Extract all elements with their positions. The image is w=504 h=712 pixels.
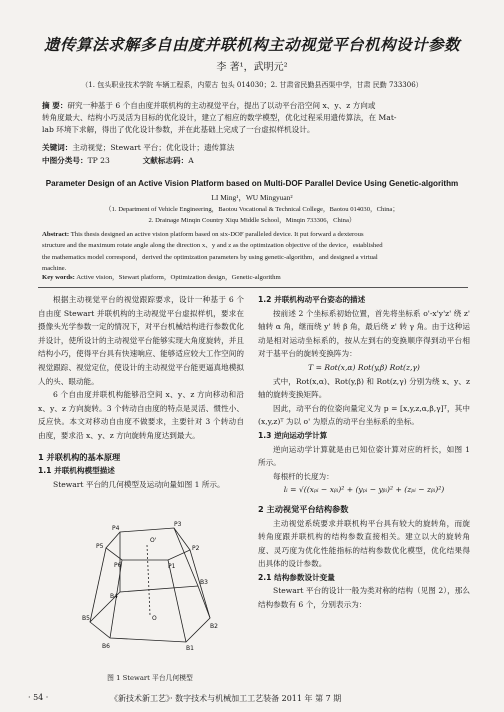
subsection-heading: 1.3 逆向运动学计算 — [258, 430, 328, 440]
label-p6: P6 — [114, 562, 122, 569]
rotation-formula: T = Rot(x,α) Rot(y,β) Rot(z,γ) — [308, 362, 420, 372]
authors: 李 著¹，武明元² — [216, 62, 288, 73]
intro-paragraph: 6 个自由度并联机构能够沿空间 x、y、z 方向移动和沿 x、y、z 方向旋转。3 个转动自由度的特点是灵活、惯性小、反应快。本文对移动自由度不做要求，主要针对 3 个转动自由度，要求沿 x、y、z 方向旋转角度达到最大。 — [38, 390, 244, 440]
affiliations: （1. 包头职业技术学院 车辆工程系，内蒙古 包头 014030；2. 甘肃省民勤县西渠中学，甘肃 民勤 733306） — [81, 81, 423, 89]
abstract-label: 摘 要： — [42, 101, 68, 110]
label-b6: B6 — [102, 643, 110, 650]
label-p4: P4 — [112, 525, 120, 532]
subsection-heading: 1.2 并联机构动平台姿态的描述 — [258, 295, 366, 304]
divider-rule — [38, 287, 468, 288]
abstract-cn: 摘 要：研究一种基于 6 个自由度并联机构的主动视觉平台，提出了以动平台沿空间 x、y、z 方向或 转角度最大、结构小巧灵活为目标的优化设计，建立了相应的数学模型，优化过程采用遗传算法，在 Mat- lab 环境下求解，得出了优化设计参数，并在此基础上完成了一台虚拟样机设计。 — [42, 101, 397, 134]
page-number: · 54 · — [28, 693, 49, 702]
body-paragraph: 式中，Rot(x,α)、Rot(y,β) 和 Rot(z,γ) 分别为绕 x、y、z 轴的旋转变换矩阵。 — [258, 376, 470, 400]
english-abstract: Abstract: This thesis designed an active vision platform based on six-DOF paralleled device. It put forward a dexterous structure and the maximum rotate angle along the direction x、y and z as the optimization objective of the device，established the mathematics model correspond，derived the optimization parameters by using genetic-algorithm，and designed a virtual machine. — [42, 231, 383, 273]
label-b3: B3 — [200, 579, 208, 586]
left-column — [38, 293, 244, 491]
body-paragraph: Stewart 平台的几何模型及运动向量如图 1 所示。 — [53, 479, 225, 489]
classification: 中图分类号：TP 23 文献标志码：A — [42, 156, 194, 165]
label-p5: P5 — [96, 543, 104, 550]
figure-caption: 图 1 Stewart 平台几何模型 — [107, 674, 193, 682]
body-paragraph: 主动视觉系统要求并联机构平台具有较大的旋转角，而旋转角度跟并联机构的结构参数直接相关。建立以大的旋转角度、灵巧度为优化性能指标的结构参数优化模型，优化结果得出具体的设计参数。 — [258, 518, 470, 569]
stewart-platform-figure — [82, 520, 222, 655]
section-heading: 1 并联机构的基本原理 — [38, 451, 121, 462]
keywords-cn: 关键词：主动视觉；Stewart 平台；优化设计；遗传算法 — [42, 143, 235, 152]
label-p1: P1 — [168, 563, 176, 570]
moving-platform — [106, 528, 190, 560]
right-column — [258, 293, 470, 612]
subsection-heading: 1.1 并联机构模型描述 — [38, 466, 115, 476]
paper-title: 遗传算法求解多自由度并联机构主动视觉平台机构设计参数 — [43, 36, 460, 54]
label-p2: P2 — [192, 545, 200, 552]
label-p3: P3 — [174, 521, 182, 528]
english-keywords: Key words: Active vision，Stewart platform，Optimization design，Genetic-algorithm — [42, 274, 281, 281]
subsection-heading: 2.1 结构参数设计变量 — [258, 572, 335, 582]
body-paragraph: 因此，动平台的位姿向量定义为 p = [x,y,z,α,β,γ]ᵀ，其中 (x,y,z)ᵀ 为以 o' 为原点的动平台坐标系的坐标。 — [258, 403, 470, 427]
label-b5: B5 — [82, 615, 90, 622]
journal-name: 《新技术新工艺》· 数字技术与机械加工工艺装备 2011 年 第 7 期 — [110, 694, 342, 703]
label-b4: B4 — [110, 593, 118, 600]
english-affiliations: （1. Department of Vehicle Engineering，Baotou Vocational & Technical College，Baotou 014030，China； 2. Drainage Minqin Country Xiqu Middle School，Minqin 733306，China） — [105, 206, 399, 224]
english-authors: LI Ming¹，WU Mingyuan² — [211, 193, 293, 202]
section-heading: 2 主动视觉平台结构参数 — [258, 503, 349, 514]
english-title: Parameter Design of an Active Vision Platform based on Multi-DOF Parallel Device Using Genetic-algorithm — [45, 179, 459, 188]
body-paragraph: 每根杆的长度为： — [273, 471, 334, 481]
label-o: O — [152, 615, 157, 622]
intro-paragraph: 根据主动视觉平台的视觉跟踪要求，设计一种基于 6 个自由度 Stewart 并联机构的主动视觉平台虚拟样机，要求在摄像头光学参数一定的情况下，对平台机械结构进行参数优化并设计，使所设计的主动视觉平台能够实现大角度旋转，并且结构小巧，使得平台具有快速响应、能够适应较大工作空间的视觉跟踪、视觉定位，使设计的主动视觉平台能更逼真地模拟人的头、眼动能。 — [38, 295, 244, 386]
length-formula: lᵢ = √((xₚᵢ − xᵦᵢ)² + (yₚᵢ − yᵦᵢ)² + (zₚᵢ − zᵦᵢ)²) — [283, 485, 445, 495]
label-o-prime: O' — [150, 537, 157, 544]
body-paragraph: 按前述 2 个坐标系初始位置，首先将坐标系 o'-x'y'z' 绕 z' 轴转 α 角，继而绕 y' 转 β 角，最后绕 z' 转 γ 角。由于这种运动是相对运动坐标系的，按从左到右的变换顺序得到动平台相对于基平台的旋转变换阵为： — [258, 308, 470, 359]
label-b1: B1 — [186, 645, 194, 652]
label-b2: B2 — [210, 623, 218, 630]
body-paragraph: Stewart 平台的设计一般为类对称的结构（见图 2），那么结构参数有 6 个，分别表示为： — [258, 586, 470, 610]
body-paragraph: 逆向运动学计算就是由已知位姿计算对应的杆长，如图 1 所示。 — [258, 444, 470, 468]
